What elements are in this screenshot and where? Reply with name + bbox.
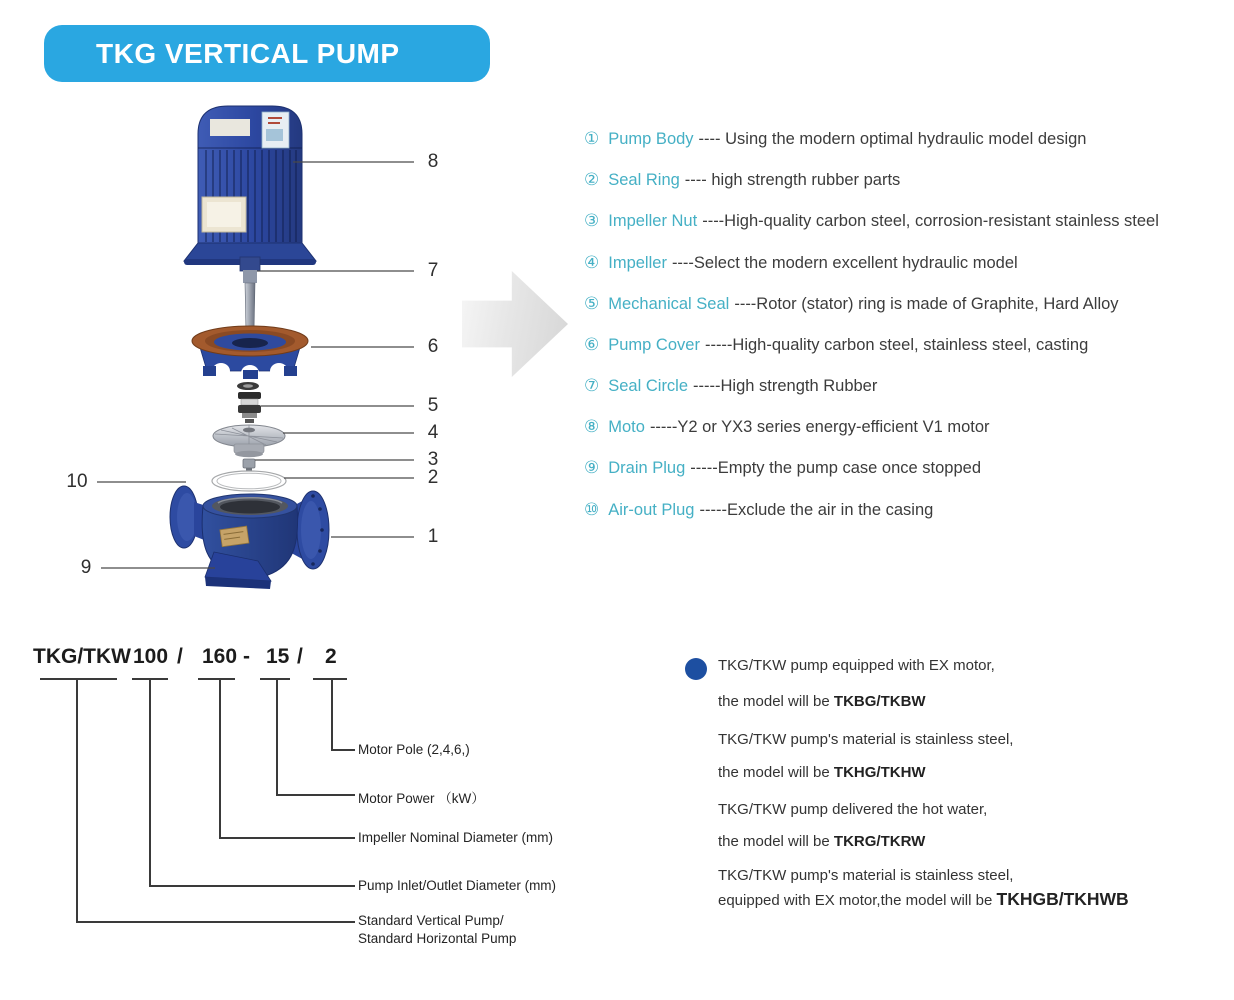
model-segment-family: TKG/TKW <box>33 645 131 668</box>
circled-number: ③ <box>584 211 600 230</box>
label-inlet-diameter: Pump Inlet/Outlet Diameter (mm) <box>358 878 557 893</box>
note-text: TKG/TKW pump's material is stainless steel, <box>718 867 1014 884</box>
part-name: Seal Circle <box>608 377 689 395</box>
circled-number: ⑥ <box>584 335 600 354</box>
part-desc: -----Exclude the air in the casing <box>699 501 934 519</box>
label-motor-power: Motor Power （kW） <box>358 791 485 806</box>
circled-number: ⑦ <box>584 376 600 395</box>
part-name: Mechanical Seal <box>608 295 730 313</box>
circled-number: ⑤ <box>584 294 600 313</box>
circled-number: ② <box>584 170 600 189</box>
seal-ring-illustration <box>212 471 286 491</box>
label-motor-pole: Motor Pole (2,4,6,) <box>358 742 470 757</box>
parts-list-item <box>584 416 990 438</box>
note-text: TKG/TKW pump delivered the hot water, <box>718 801 988 818</box>
note-text: the model will be <box>718 833 834 850</box>
parts-list-item <box>584 499 933 521</box>
pump-body-illustration <box>170 486 329 589</box>
part-name: Drain Plug <box>608 459 686 477</box>
pump-exploded-diagram <box>40 95 460 605</box>
part-name: Impeller <box>608 254 667 272</box>
parts-list-item <box>584 375 877 397</box>
right-arrow-icon <box>462 271 568 377</box>
circled-number: ① <box>584 129 600 148</box>
note-model: TKRG/TKRW <box>833 833 926 850</box>
tree-line <box>331 679 333 751</box>
parts-list-item <box>584 334 1088 356</box>
motor-illustration <box>184 106 316 265</box>
circled-number: ⑧ <box>584 417 600 436</box>
tree-branch <box>331 749 355 751</box>
note-line <box>718 730 1013 750</box>
callout-2: 2 <box>427 467 439 488</box>
mechanical-seal-illustration <box>238 392 261 423</box>
part-desc: -----Empty the pump case once stopped <box>690 459 982 477</box>
part-desc: -----High-quality carbon steel, stainless steel, casting <box>704 336 1089 354</box>
part-name: Air-out Plug <box>608 501 695 519</box>
label-standard-horizontal: Standard Horizontal Pump <box>358 931 517 946</box>
page-title: TKG VERTICAL PUMP <box>44 25 490 82</box>
part-desc: ---- Using the modern optimal hydraulic model design <box>698 130 1087 148</box>
tree-branch <box>149 885 355 887</box>
part-name: Impeller Nut <box>608 212 698 230</box>
tree-branch <box>276 794 355 796</box>
part-name: Moto <box>608 418 645 436</box>
callout-10: 10 <box>66 471 88 492</box>
parts-list-item <box>584 210 1159 232</box>
tree-line <box>276 679 278 796</box>
tree-branch <box>76 921 355 923</box>
part-desc: ----Rotor (stator) ring is made of Graphite, Hard Alloy <box>734 295 1119 313</box>
underline-power <box>260 678 290 680</box>
circled-number: ⑨ <box>584 458 600 477</box>
label-impeller-diameter: Impeller Nominal Diameter (mm) <box>358 830 554 845</box>
model-segment-impeller: 160 <box>202 645 238 668</box>
underline-pole <box>313 678 347 680</box>
pump-cover-illustration <box>192 326 308 390</box>
note-text: TKG/TKW pump equipped with EX motor, <box>718 657 995 674</box>
bullet-dot-icon <box>685 658 707 680</box>
callout-4: 4 <box>427 422 439 443</box>
callout-1: 1 <box>427 526 439 547</box>
part-name: Pump Cover <box>608 336 700 354</box>
callout-8: 8 <box>427 151 439 172</box>
circled-number: ⑩ <box>584 500 600 519</box>
tree-line <box>149 679 151 887</box>
impeller-illustration <box>213 425 285 457</box>
parts-list-item <box>584 252 1018 274</box>
tree-line <box>219 679 221 839</box>
note-line <box>718 889 1129 909</box>
note-model: TKHG/TKHW <box>833 764 926 781</box>
parts-list-item <box>584 128 1086 150</box>
callout-5: 5 <box>427 395 439 416</box>
part-desc: ----Select the modern excellent hydraulic model <box>671 254 1018 272</box>
model-segment-pole: 2 <box>325 645 337 668</box>
callout-3: 3 <box>427 449 439 470</box>
part-name: Pump Body <box>608 130 694 148</box>
note-line <box>718 656 995 676</box>
model-segment-power: 15 <box>266 645 290 668</box>
parts-list-item <box>584 169 900 191</box>
callout-7: 7 <box>427 260 439 281</box>
tree-line <box>76 679 78 923</box>
note-text: the model will be <box>718 764 834 781</box>
underline-family <box>40 678 117 680</box>
callout-9: 9 <box>80 557 92 578</box>
note-line <box>718 763 926 783</box>
tree-branch <box>219 837 355 839</box>
parts-list-item <box>584 457 981 479</box>
circled-number: ④ <box>584 253 600 272</box>
impeller-nut-illustration <box>243 459 255 471</box>
note-text: equipped with EX motor,the model will be <box>718 892 997 909</box>
underline-impeller <box>198 678 235 680</box>
note-line <box>718 832 925 852</box>
note-model: TKHGB/TKHWB <box>996 889 1129 909</box>
note-text: TKG/TKW pump's material is stainless steel, <box>718 731 1014 748</box>
note-text: the model will be <box>718 693 834 710</box>
note-model: TKBG/TKBW <box>833 693 926 710</box>
part-desc: ----High-quality carbon steel, corrosion-resistant stainless steel <box>702 212 1159 230</box>
label-standard-vertical: Standard Vertical Pump/ <box>358 913 504 928</box>
parts-list-item <box>584 293 1119 315</box>
callout-6: 6 <box>427 336 439 357</box>
part-name: Seal Ring <box>608 171 680 189</box>
part-desc: -----High strength Rubber <box>693 377 878 395</box>
model-separator: / <box>297 645 303 668</box>
model-separator: - <box>243 645 250 668</box>
note-line <box>718 866 1013 886</box>
model-segment-inlet: 100 <box>133 645 169 668</box>
part-desc: ---- high strength rubber parts <box>684 171 901 189</box>
part-desc: -----Y2 or YX3 series energy-efficient V1 motor <box>649 418 990 436</box>
note-line <box>718 800 987 820</box>
note-line <box>718 692 926 712</box>
model-separator: / <box>177 645 183 668</box>
